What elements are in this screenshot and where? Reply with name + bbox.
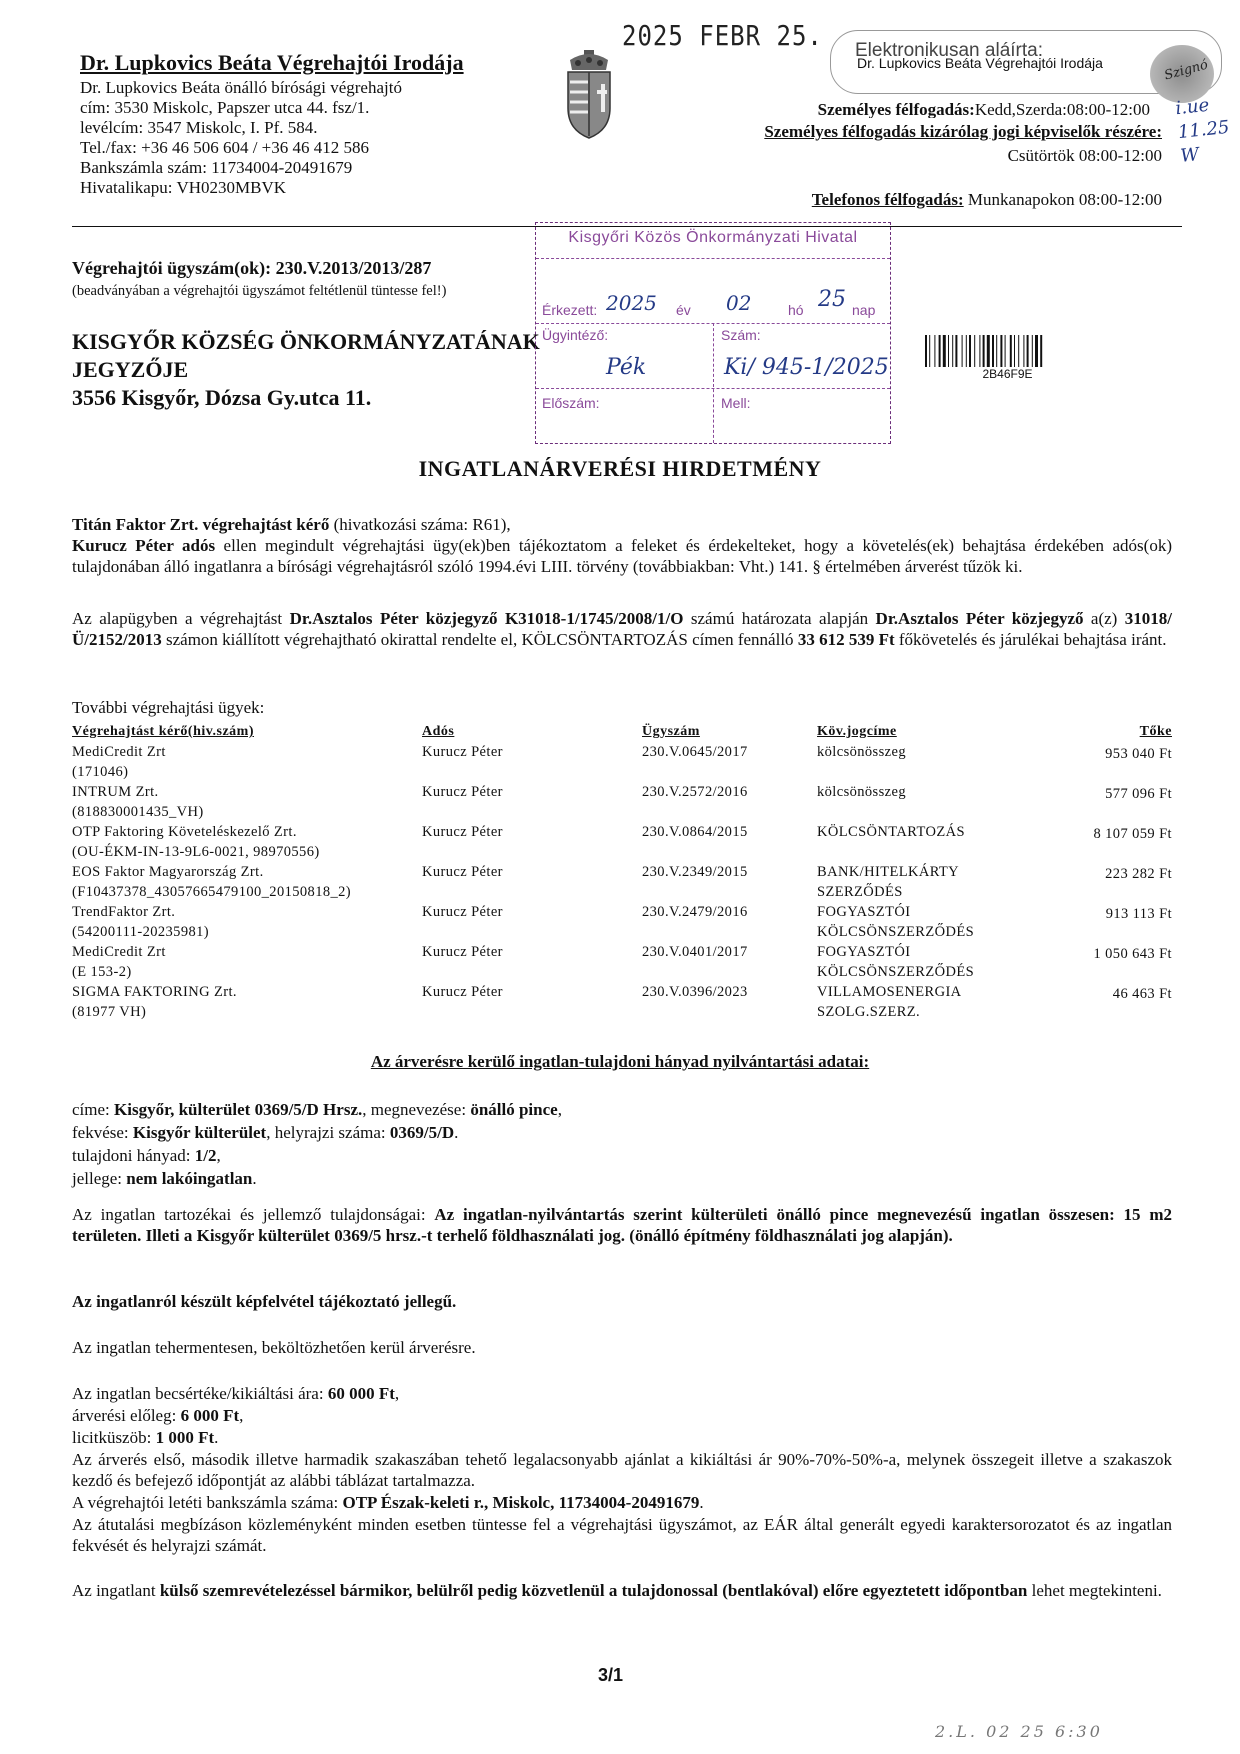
basis-text-2: számú határozata alapján: [683, 609, 876, 628]
property-type: jellege: nem lakóingatlan.: [72, 1169, 257, 1188]
received-label: Érkezett:: [542, 302, 598, 318]
header-claim-title: Köv.jogcíme: [817, 724, 897, 739]
intro-debtor: [72, 535, 1172, 577]
footer-scribble: 2.L. 02 25 6:30: [935, 1722, 1103, 1741]
seal-text: Szignó: [1162, 57, 1210, 84]
barcode-bar: [1018, 335, 1019, 367]
row-claim-title: FOGYASZTÓI: [817, 944, 911, 960]
header-case-number: Ügyszám: [642, 724, 700, 739]
office-line-mail: levélcím: 3547 Miskolc, I. Pf. 584.: [80, 118, 318, 137]
page-number: 3/1: [598, 1665, 624, 1685]
further-cases-label: További végrehajtási ügyek:: [72, 698, 265, 717]
creditor-name: Titán Faktor Zrt.: [72, 515, 199, 534]
row-claim-title-2: KÖLCSÖNSZERZŐDÉS: [817, 964, 975, 980]
estimate-label: Az ingatlan becsértéke/kikiáltási ára:: [72, 1384, 328, 1403]
lot-value: 0369/5/D: [389, 1123, 455, 1142]
barcode-bar: [969, 335, 971, 367]
office-line-phone: Tel./fax: +36 46 506 604 / +36 46 412 586: [80, 138, 370, 157]
viewing-label: Az ingatlant: [72, 1581, 160, 1600]
header-debtor: Adós: [422, 724, 455, 739]
property-location: fekvése: Kisgyőr külterület, helyrajzi száma: 0369/5/D.: [72, 1123, 459, 1142]
table-row: [72, 942, 1172, 982]
row-claim-title: kölcsönösszeg: [817, 744, 906, 760]
viewing-end: lehet megtekinteni.: [1027, 1581, 1162, 1600]
month-label: hó: [788, 302, 804, 318]
handler-value: Pék: [606, 355, 647, 380]
barcode-bar: [983, 335, 985, 367]
deposit: árverési előleg: 6 000 Ft,: [72, 1406, 244, 1425]
document-title: INGATLANÁRVERÉSI HIRDETMÉNY: [418, 456, 822, 481]
barcode-bar: [987, 335, 990, 367]
debtor-role: adós: [173, 536, 216, 555]
row-case-number: 230.V.2479/2016: [642, 904, 748, 920]
transfer-text: Az átutalási megbízáson közleményként minden esetben tüntesse fel a végrehajtási ügyszámot, az EÁR által generált egyedi karaktersorozatot és az ingatlan fekvését és helyrajzi számát.: [72, 1515, 1172, 1555]
stamp-divider-vertical: [713, 323, 714, 443]
reception-hours-lawyers: Személyes félfogadás kizárólag jogi képviselők részére:: [764, 122, 1162, 141]
office-line-bank: Bankszámla szám: 11734004-20491679: [80, 158, 353, 177]
case-reference: Végrehajtói ügyszám(ok): 230.V.2013/2013/287: [72, 258, 432, 278]
table-row: [72, 902, 1172, 942]
debtor-name: Kurucz Péter: [72, 536, 174, 555]
share-value: 1/2: [194, 1146, 217, 1165]
addressee: [72, 328, 540, 412]
row-claim-title: BANK/HITELKÁRTY: [817, 864, 960, 880]
office-line-address: cím: 3530 Miskolc, Papszer utca 44. fsz/1.: [80, 98, 370, 117]
barcode-bar: [934, 335, 935, 367]
barcode-bar: [1027, 335, 1029, 367]
stages-text: Az árverés első, második illetve harmadik szakaszában tehető legalacsonyabb ajánlat a kikiáltási ár 90%-70%-50%-a, melynek összegeit illetve a szakaszok kezdő és befejező időpontját az alábbi táblázat tartalmazza.: [72, 1450, 1172, 1490]
row-case-number: 230.V.0396/2023: [642, 984, 748, 1000]
barcode-bar: [966, 335, 967, 367]
basis-text-3: a(z): [1083, 609, 1125, 628]
lot-label: , helyrajzi száma:: [266, 1123, 390, 1142]
photo-note: Az ingatlanról készült képfelvétel tájékoztató jellegű.: [72, 1292, 457, 1311]
creditor-role: végrehajtást kérő: [198, 515, 330, 534]
account-label: A végrehajtói letéti bankszámla száma:: [72, 1493, 343, 1512]
handler-label: Ügyintéző:: [542, 327, 609, 343]
further-cases-table: [72, 722, 1172, 1022]
viewing-text: [72, 1580, 1172, 1601]
row-principal: 953 040 Ft: [1105, 746, 1172, 762]
phone-hours: [600, 190, 1162, 210]
barcode-bar: [992, 335, 994, 367]
attachment-label: Mell:: [721, 395, 751, 411]
barcode-bar: [925, 335, 927, 367]
barcode-bar: [979, 335, 980, 367]
previous-number-label: Előszám:: [542, 395, 600, 411]
received-day: 25: [818, 287, 846, 312]
address-value: Kisgyőr, külterület 0369/5/D Hrsz.: [114, 1100, 363, 1119]
barcode-bar: [1040, 335, 1042, 367]
row-creditor-ref: (54200111-20235981): [72, 924, 210, 940]
row-case-number: 230.V.2572/2016: [642, 784, 748, 800]
principal-claim-amount: 33 612 539 Ft: [797, 630, 895, 649]
barcode-bar: [943, 335, 946, 367]
table-row: [72, 822, 1172, 862]
esign-label: Elektronikusan aláírta:: [855, 40, 1043, 61]
share-label: tulajdoni hányad:: [72, 1146, 195, 1165]
property-address: címe: Kisgyőr, külterület 0369/5/D Hrsz., megnevezése: önálló pince,: [72, 1100, 562, 1119]
registry-stamp-title: Kisgyőri Közös Önkormányzati Hivatal: [568, 229, 858, 246]
row-creditor-ref: (818830001435_VH): [72, 804, 204, 820]
barcode-bar: [939, 335, 941, 367]
name-label: , megnevezése:: [362, 1100, 471, 1119]
row-case-number: 230.V.0864/2015: [642, 824, 748, 840]
location-label: fekvése:: [72, 1123, 133, 1142]
account-value: OTP Észak-keleti r., Miskolc, 11734004-20491679: [342, 1493, 700, 1512]
barcode-bar: [955, 335, 957, 367]
name-value: önálló pince: [470, 1100, 558, 1119]
intro-creditor: [72, 514, 1172, 535]
notary-decision: Dr.Asztalos Péter közjegyző K31018-1/1745/2008/1/O: [289, 609, 684, 628]
row-debtor: Kurucz Péter: [422, 984, 503, 1000]
deposit-label: árverési előleg:: [72, 1406, 181, 1425]
property-share: tulajdoni hányad: 1/2,: [72, 1146, 221, 1165]
barcode-bar: [1010, 335, 1012, 367]
row-claim-title-2: KÖLCSÖNSZERZŐDÉS: [817, 924, 975, 940]
row-debtor: Kurucz Péter: [422, 944, 503, 960]
row-debtor: Kurucz Péter: [422, 744, 503, 760]
row-creditor-ref: (OU-ÉKM-IN-13-9L6-0021, 98970556): [72, 844, 320, 860]
features-label: Az ingatlan tartozékai és jellemző tulajdonságai:: [72, 1205, 435, 1224]
reception-label: Személyes félfogadás:: [817, 100, 975, 118]
creditor-ref: (hivatkozási száma: R61),: [329, 515, 511, 534]
table-header-row: [72, 722, 1172, 742]
day-label: nap: [852, 302, 876, 318]
row-creditor-ref: (81977 VH): [72, 1004, 147, 1020]
addressee-line1: KISGYŐR KÖZSÉG ÖNKORMÁNYZATÁNAK: [72, 329, 540, 354]
row-claim-title-2: SZERZŐDÉS: [817, 884, 903, 900]
table-row: [72, 782, 1172, 822]
barcode-bar: [1005, 335, 1006, 367]
addressee-line2: JEGYZŐJE: [72, 357, 189, 382]
received-month: 02: [726, 291, 752, 315]
esign-name: Dr. Lupkovics Beáta Végrehajtói Irodája: [857, 55, 1103, 71]
barcode-bar: [952, 335, 953, 367]
viewing-value: külső szemrevételezéssel bármikor, belülről pedig közvetlenül a tulajdonossal (bentlakóval) előre egyeztetett időpontban: [159, 1581, 1028, 1600]
barcode-bar: [1014, 335, 1015, 367]
header-principal: Tőke: [1139, 724, 1172, 739]
registry-stamp: [535, 222, 891, 444]
estimate: Az ingatlan becsértéke/kikiáltási ára: 60 000 Ft,: [72, 1384, 400, 1403]
row-debtor: Kurucz Péter: [422, 864, 503, 880]
row-principal: 1 050 643 Ft: [1093, 946, 1172, 962]
row-principal: 913 113 Ft: [1105, 906, 1172, 922]
barcode-bar: [1000, 335, 1002, 367]
phone-hours-value: Munkanapokon 08:00-12:00: [967, 190, 1162, 209]
barcode-bar: [948, 335, 949, 367]
year-label: év: [676, 302, 691, 318]
row-creditor: EOS Faktor Magyarország Zrt.: [72, 864, 264, 880]
type-value: nem lakóingatlan: [126, 1169, 253, 1188]
number-value: Ki/ 945-1/2025: [724, 355, 889, 380]
table-row: [72, 982, 1172, 1022]
row-case-number: 230.V.0645/2017: [642, 744, 748, 760]
encumbrance-note: Az ingatlan tehermentesen, beköltözhetően kerül árverésre.: [72, 1338, 476, 1357]
row-principal: 577 096 Ft: [1105, 786, 1172, 802]
barcode-bar: [974, 335, 975, 367]
received-year: 2025: [606, 291, 657, 315]
bid-step: licitküszöb: 1 000 Ft.: [72, 1428, 219, 1447]
row-debtor: Kurucz Péter: [422, 784, 503, 800]
barcode-bar: [1035, 335, 1038, 367]
estimate-value: 60 000 Ft: [327, 1384, 395, 1403]
basis-text-4: számon kiállított végrehajtható okirattal rendelte el, KÖLCSÖNTARTOZÁS címen fennálló: [161, 630, 798, 649]
account: A végrehajtói letéti bankszámla száma: OTP Észak-keleti r., Miskolc, 11734004-20491679.: [72, 1493, 704, 1512]
step-label: licitküszöb:: [72, 1428, 156, 1447]
reception-hours-line1: [700, 100, 1150, 118]
row-principal: 46 463 Ft: [1112, 986, 1172, 1002]
row-claim-title-2: SZOLG.SZERZ.: [817, 1004, 921, 1020]
basis-text-1: Az alapügyben a végrehajtást: [72, 609, 290, 628]
row-claim-title: kölcsönösszeg: [817, 784, 906, 800]
table-row: [72, 862, 1172, 902]
location-value: Kisgyőr külterület: [132, 1123, 267, 1142]
office-name: Dr. Lupkovics Beáta Végrehajtói Irodája: [80, 50, 464, 75]
row-claim-title: VILLAMOSENERGIA: [817, 984, 962, 1000]
row-principal: 223 282 Ft: [1105, 866, 1172, 882]
deposit-value: 6 000 Ft: [180, 1406, 240, 1425]
row-creditor: OTP Faktoring Követeléskezelő Zrt.: [72, 824, 297, 840]
barcode-bar: [962, 335, 963, 367]
row-debtor: Kurucz Péter: [422, 824, 503, 840]
stamp-divider: [536, 388, 890, 389]
address-label: címe:: [72, 1100, 115, 1119]
row-creditor-ref: (E 153-2): [72, 964, 132, 980]
office-line-gateway: Hivatalikapu: VH0230MBVK: [80, 178, 287, 197]
row-principal: 8 107 059 Ft: [1093, 826, 1172, 842]
row-debtor: Kurucz Péter: [422, 904, 503, 920]
intro-text: ellen megindult végrehajtási ügy(ek)ben tájékoztatom a feleket és érdekelteket, hogy a követelés(ek) behajtása érdekében adós(ok) tulajdonában álló ingatlanra a bírósági végrehajtásról szóló 1994.évi LIII. törvény (továbbiakban: Vht.) 141. § értelmében árverést tűzök ki.: [72, 536, 1172, 576]
intro-basis: [72, 608, 1172, 650]
row-creditor: INTRUM Zrt.: [72, 784, 159, 800]
enforceable-document-number: 31018/Ü/2152/2013: [72, 609, 1173, 649]
row-creditor-ref: (F10437378_43057665479100_20150818_2): [72, 884, 352, 900]
property-features: [72, 1204, 1172, 1246]
received-date-stamp: 2025 FEBR 25.: [622, 19, 823, 53]
property-section-title: Az árverésre kerülő ingatlan-tulajdoni hányad nyilvántartási adatai:: [370, 1052, 870, 1071]
barcode-bar: [996, 335, 997, 367]
step-value: 1 000 Ft: [155, 1428, 215, 1447]
row-case-number: 230.V.2349/2015: [642, 864, 748, 880]
margin-note: i.ue 11.25 W: [1174, 94, 1231, 167]
row-creditor-ref: (171046): [72, 764, 129, 780]
barcode-bar: [1032, 335, 1033, 367]
row-case-number: 230.V.0401/2017: [642, 944, 748, 960]
reception-value: Kedd,Szerda:08:00-12:00: [974, 100, 1150, 118]
basis-text-5: főkövetelés és járulékai behajtása iránt.: [894, 630, 1167, 649]
table-row: [72, 742, 1172, 782]
row-creditor: TrendFaktor Zrt.: [72, 904, 176, 920]
row-claim-title: KÖLCSÖNTARTOZÁS: [817, 824, 965, 840]
header-creditor: Végrehajtást kérő(hiv.szám): [72, 724, 254, 739]
number-label: Szám:: [721, 327, 761, 343]
barcode-text: 2B46F9E: [982, 367, 1033, 381]
row-creditor: MediCredit Zrt: [72, 744, 166, 760]
type-label: jellege:: [72, 1169, 127, 1188]
phone-hours-label: Telefonos félfogadás:: [811, 190, 964, 209]
barcode-bar: [929, 335, 930, 367]
barcode-bar: [1023, 335, 1024, 367]
stamp-divider: [536, 258, 890, 259]
features-value: Az ingatlan-nyilvántartás szerint külterületi önálló pince megnevezésű ingatlan összesen: 15 m2 területen. Illeti a Kisgyőr külterület 0369/5 hrsz.-t terhelő földhasználati jog. (önálló építmény földhasználati jog alapján).: [72, 1205, 1172, 1245]
office-line-executor: Dr. Lupkovics Beáta önálló bírósági végrehajtó: [80, 78, 402, 97]
row-creditor: MediCredit Zrt: [72, 944, 166, 960]
barcode: [925, 335, 1090, 367]
row-creditor: SIGMA FAKTORING Zrt.: [72, 984, 237, 1000]
row-claim-title: FOGYASZTÓI: [817, 904, 911, 920]
addressee-line3: 3556 Kisgyőr, Dózsa Gy.utca 11.: [72, 385, 372, 410]
reception-hours-lawyers-value: Csütörtök 08:00-12:00: [1007, 146, 1162, 165]
notary-name: Dr.Asztalos Péter közjegyző: [875, 609, 1084, 628]
case-reference-note: (beadványában a végrehajtói ügyszámot feltétlenül tüntesse fel!): [72, 283, 447, 299]
